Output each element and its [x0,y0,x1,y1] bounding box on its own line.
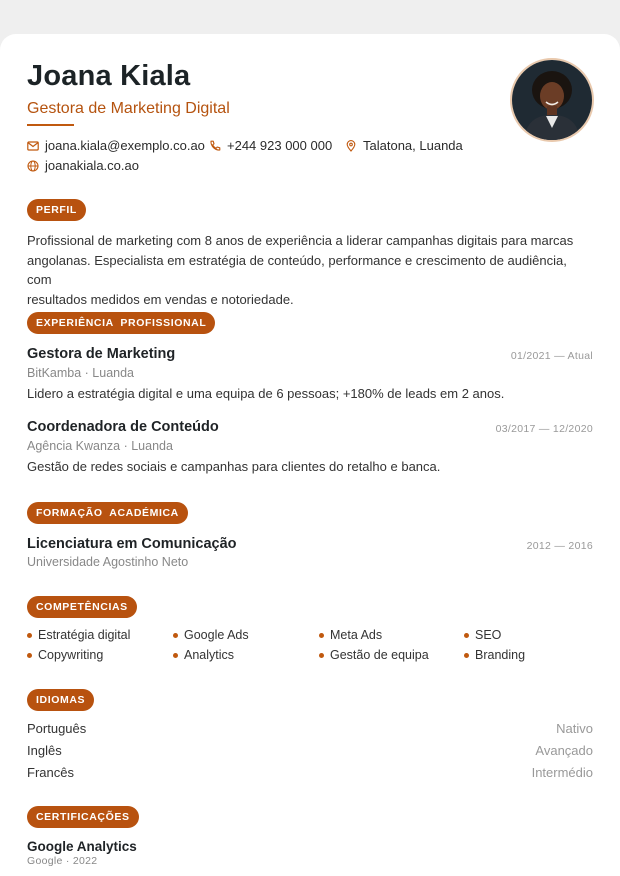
skill-item: Estratégia digital [27,628,130,642]
job-description: Lidero a estratégia digital e uma equipa de 6 pessoas; +180% de leads em 2 anos. [27,386,505,401]
bullet-dot [319,653,324,658]
profile-summary [27,231,587,309]
profile-line: Profissional de marketing com 8 anos de experiência a liderar campanhas digitais para marcas [27,233,574,248]
degree-title: Licenciatura em Comunicação [27,536,237,552]
profile-line: angolanas. Especialista em estratégia de conteúdo, performance e crescimento de audiência, com [27,252,567,287]
mail-icon [27,140,39,152]
job-dates: 03/2017 — 12/2020 [495,423,593,435]
website-text: joanakiala.co.ao [45,158,139,173]
language-name: Português [27,721,87,736]
profile-line: resultados medidos em vendas e notoriedade. [27,291,294,307]
skill-item: SEO [464,628,501,642]
degree-school: Universidade Agostinho Neto [27,555,189,569]
job-dates: 01/2021 — Atual [510,350,593,362]
accent-underline [27,124,74,126]
language-level: Nativo [556,721,593,736]
skill-item: Google Ads [173,628,249,642]
section-badge-certificacoes: CERTIFICAÇÕES [27,806,139,828]
language-level: Intermédio [531,765,593,780]
contact-location [345,138,463,153]
section-badge-experiencia: EXPERIÊNCIA PROFISSIONAL [27,312,215,334]
candidate-name: Joana Kiala [27,60,191,92]
job-description: Gestão de redes sociais e campanhas para clientes do retalho e banca. [27,459,441,474]
bullet-dot [464,653,469,658]
language-name: Inglês [27,743,62,758]
bullet-dot [27,653,32,658]
email-text: joana.kiala@exemplo.co.ao [45,138,205,153]
skill-item: Analytics [173,648,234,662]
skill-item: Gestão de equipa [319,648,429,662]
bullet-dot [27,633,32,638]
globe-icon [27,160,39,172]
degree-dates: 2012 — 2016 [526,540,593,552]
bullet-dot [173,653,178,658]
section-badge-formacao: FORMAÇÃO ACADÉMICA [27,502,188,524]
candidate-role: Gestora de Marketing Digital [27,100,230,117]
job-title: Gestora de Marketing [27,346,176,362]
bullet-dot [464,633,469,638]
bullet-dot [173,633,178,638]
skill-item: Copywriting [27,648,103,662]
contact-email[interactable] [27,138,205,153]
contact-phone[interactable] [209,138,332,153]
phone-icon [209,140,221,152]
language-name: Francês [27,765,74,780]
contact-website[interactable] [27,158,139,173]
location-pin-icon [345,140,357,152]
profile-photo [510,58,594,142]
phone-text: +244 923 000 000 [227,138,333,153]
skill-item: Branding [464,648,525,662]
bullet-dot [319,633,324,638]
job-company: Agência Kwanza · Luanda [27,439,173,453]
certification-title: Google Analytics [27,839,137,854]
job-company: BitKamba · Luanda [27,366,135,380]
job-title: Coordenadora de Conteúdo [27,419,219,435]
language-level: Avançado [535,743,593,758]
skill-item: Meta Ads [319,628,382,642]
section-badge-perfil: PERFIL [27,199,86,221]
section-badge-competencias: COMPETÊNCIAS [27,596,137,618]
certification-issuer: Google · 2022 [27,855,98,867]
section-badge-idiomas: IDIOMAS [27,689,94,711]
location-text: Talatona, Luanda [363,138,463,153]
